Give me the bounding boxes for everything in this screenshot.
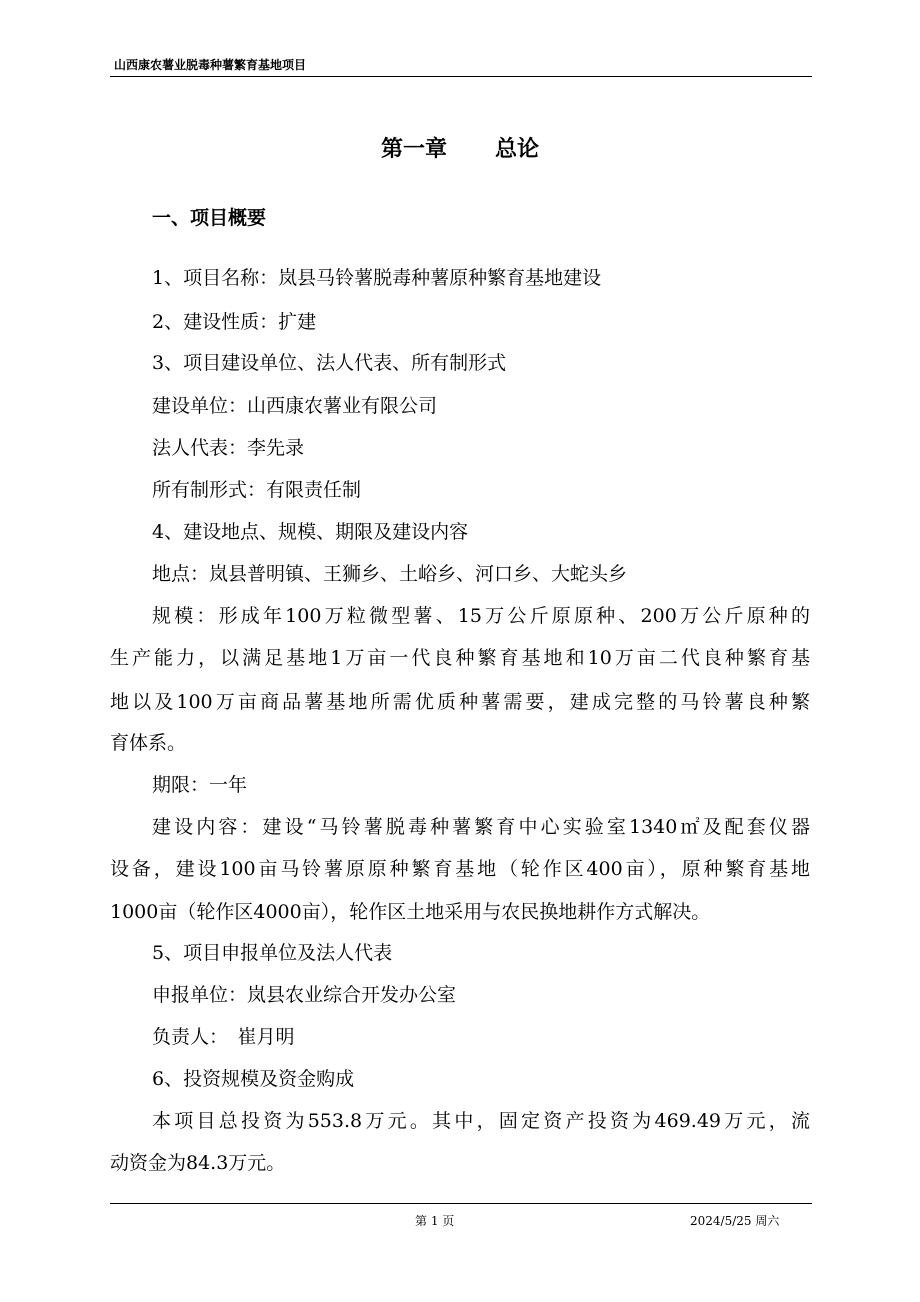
paragraph-line: 生产能力，以满足基地1万亩一代良种繁育基地和10万亩二代良种繁育基 (110, 647, 810, 669)
paragraph-line: 期限：一年 (152, 774, 248, 796)
header-title: 山西康农薯业脱毒种薯繁育基地项目 (114, 58, 307, 72)
paragraph-line: 动资金为84.3万元。 (110, 1152, 286, 1174)
paragraph-line: 1、项目名称：岚县马铃薯脱毒种薯原种繁育基地建设 (152, 267, 602, 289)
paragraph-line: 法人代表：李先录 (152, 437, 305, 459)
section-title: 一、项目概要 (152, 207, 267, 229)
paragraph-line: 规模：形成年100万粒微型薯、15万公斤原原种、200万公斤原种的 (152, 605, 810, 627)
paragraph-line: 建设内容：建设“马铃薯脱毒种薯繁育中心实验室1340㎡及配套仪器 (152, 816, 810, 838)
chapter-name: 总论 (495, 137, 540, 162)
paragraph-line: 负责人： 崔月明 (152, 1026, 295, 1048)
paragraph-line: 育体系。 (110, 732, 187, 754)
paragraph-line: 所有制形式：有限责任制 (152, 479, 362, 501)
paragraph-line: 1000亩（轮作区4000亩），轮作区土地采用与农民换地耕作方式解决。 (110, 901, 711, 923)
paragraph-line: 申报单位：岚县农业综合开发办公室 (152, 984, 457, 1006)
paragraph-line: 建设单位：山西康农薯业有限公司 (152, 395, 438, 417)
page-footer (110, 1203, 812, 1228)
chapter-number: 第一章 (380, 137, 447, 162)
paragraph-line: 地以及100万亩商品薯基地所需优质种薯需要，建成完整的马铃薯良种繁 (110, 691, 810, 713)
paragraph-line: 地点：岚县普明镇、王狮乡、土峪乡、河口乡、大蛇头乡 (152, 563, 628, 585)
paragraph-line: 3、项目建设单位、法人代表、所有制形式 (152, 352, 507, 374)
paragraph-line: 设备，建设100亩马铃薯原原种繁育基地（轮作区400亩），原种繁育基地 (110, 858, 810, 880)
page-number: 第 1 页 (415, 1214, 455, 1228)
paragraph-line: 6、投资规模及资金购成 (152, 1068, 355, 1090)
chapter-title (0, 132, 920, 163)
paragraph-line: 2、建设性质：扩建 (152, 311, 317, 333)
paragraph-line: 4、建设地点、规模、期限及建设内容 (152, 521, 469, 543)
paragraph-line: 5、项目申报单位及法人代表 (152, 942, 393, 964)
paragraph-line: 本项目总投资为553.8万元。其中，固定资产投资为469.49万元，流 (152, 1110, 810, 1132)
footer-date: 2024/5/25 周六 (690, 1214, 780, 1228)
page-header (110, 54, 812, 77)
